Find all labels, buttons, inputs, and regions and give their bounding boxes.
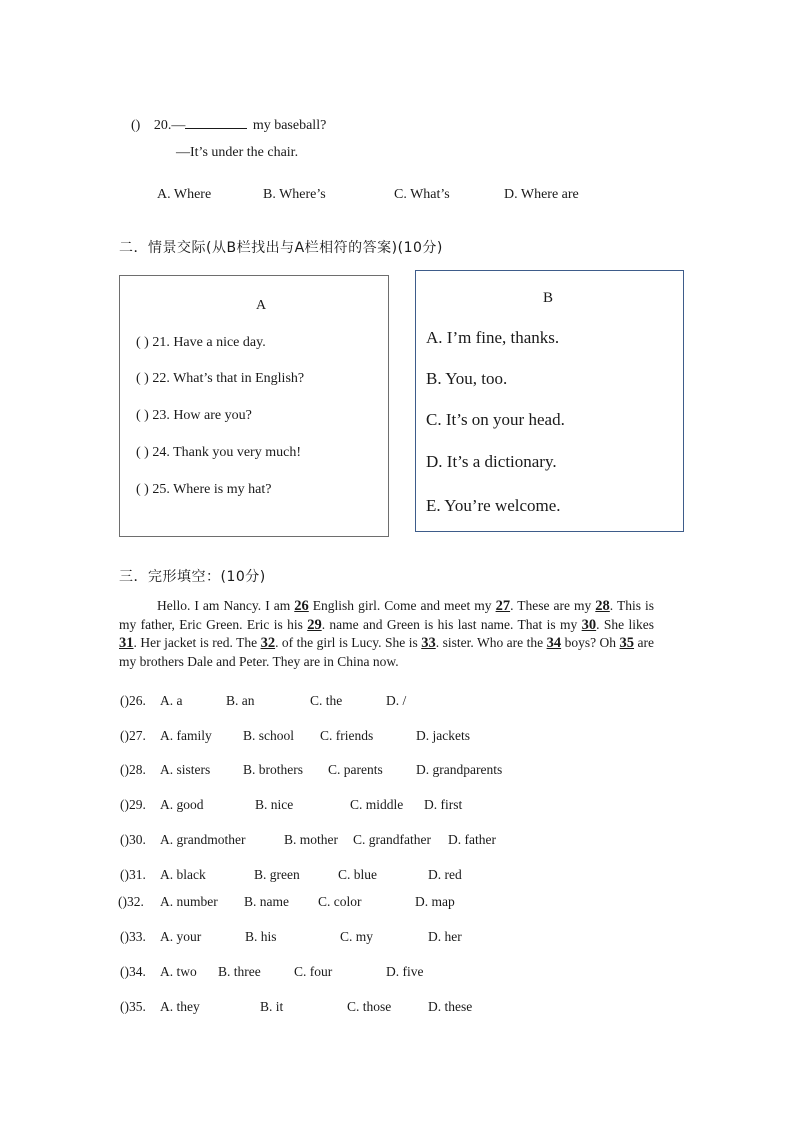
column-a-item: ( ) 24. Thank you very much!: [136, 445, 301, 460]
question-20: [131, 116, 326, 134]
passage-blank-26: 26: [294, 598, 309, 614]
option: C. four: [294, 964, 333, 979]
passage-text: . Her jacket is red. The: [133, 635, 261, 650]
column-b-title: B: [543, 290, 554, 306]
option: C. my: [340, 929, 374, 944]
question-suffix: my baseball?: [252, 118, 327, 133]
question-number: ()28.: [120, 762, 146, 777]
option: B. nice: [255, 797, 294, 812]
option: D. map: [415, 894, 455, 909]
column-b-item: E. You’re welcome.: [426, 496, 561, 515]
column-a-item: ( ) 22. What’s that in English?: [136, 371, 305, 386]
option: B. it: [260, 999, 284, 1014]
question-20-option: B. Where’s: [263, 187, 326, 202]
answer-paren: (): [131, 118, 141, 133]
option: D. grandparents: [416, 762, 503, 777]
option: D. father: [448, 832, 496, 847]
option: A. they: [160, 999, 200, 1014]
option: A. black: [160, 867, 206, 882]
section-3-heading: 三．完形填空：(10分): [119, 569, 266, 585]
passage-blank-35: 35: [619, 635, 635, 651]
option: A. your: [160, 929, 202, 944]
passage-blank-29: 29: [307, 616, 322, 633]
question-number: ()31.: [120, 867, 146, 882]
passage-text: . of the girl is Lucy. She is: [275, 635, 422, 650]
column-b-item: B. You, too.: [426, 369, 508, 388]
section-2-heading: 二．情景交际(从B栏找出与A栏相符的答案)(10分): [119, 240, 443, 256]
question-20-option: A. Where: [157, 187, 212, 202]
question-number: ()26.: [120, 693, 146, 708]
question-number: ()35.: [120, 999, 146, 1014]
question-number: ()30.: [120, 832, 146, 847]
passage-text: . These are my: [510, 598, 596, 613]
passage-blank-32: 32: [260, 635, 276, 651]
option: D. red: [428, 867, 462, 882]
option: C. color: [318, 894, 362, 909]
question-number: ()33.: [120, 929, 146, 944]
option: A. a: [160, 693, 183, 708]
cloze-passage: [119, 597, 654, 671]
passage-text: are my brothers Dale and Peter. They are in China now.: [119, 635, 654, 669]
option: C. parents: [328, 762, 383, 777]
option: D. these: [428, 999, 473, 1014]
question-number: ()34.: [120, 964, 146, 979]
passage-text: . She likes: [596, 616, 654, 632]
column-b-item: A. I’m fine, thanks.: [426, 328, 560, 347]
column-b-item: C. It’s on your head.: [426, 410, 565, 429]
option: A. two: [160, 964, 197, 979]
option: B. green: [254, 867, 300, 882]
question-20-option: D. Where are: [504, 187, 579, 202]
option: C. friends: [320, 728, 374, 743]
option: B. an: [226, 693, 255, 708]
column-a-item: ( ) 25. Where is my hat?: [136, 482, 272, 497]
option: B. mother: [284, 832, 338, 847]
column-a-box: [119, 275, 389, 537]
option: C. those: [347, 999, 392, 1014]
option: A. grandmother: [160, 832, 246, 847]
question-prefix: 20.—: [153, 118, 186, 133]
option: B. school: [243, 728, 295, 743]
passage-blank-31: 31: [119, 635, 134, 651]
passage-text: English girl. Come and meet my: [308, 598, 496, 613]
column-a-item: ( ) 23. How are you?: [136, 408, 252, 423]
question-number: ()27.: [120, 728, 146, 743]
option: C. middle: [350, 797, 404, 812]
option: D. /: [386, 693, 407, 708]
option: B. his: [245, 929, 277, 944]
option: D. first: [424, 797, 463, 812]
passage-blank-28: 28: [595, 598, 610, 614]
option: D. jackets: [416, 728, 470, 743]
option: D. her: [428, 929, 462, 944]
answer-blank: [185, 116, 247, 129]
question-20-answer-line: —It’s under the chair.: [176, 145, 299, 160]
question-number: ()32.: [118, 894, 144, 909]
option: C. the: [310, 693, 343, 708]
column-a-title: A: [256, 298, 267, 313]
question-number: ()29.: [120, 797, 146, 812]
passage-text: boys? Oh: [561, 635, 620, 650]
option: A. sisters: [160, 762, 211, 777]
option: B. brothers: [243, 762, 303, 777]
option: A. good: [160, 797, 204, 812]
passage-blank-30: 30: [581, 616, 597, 633]
column-b-box: [415, 270, 684, 532]
option: A. family: [160, 728, 212, 743]
option: B. name: [244, 894, 289, 909]
passage-text: Hello. I am Nancy. I am: [157, 598, 295, 613]
option: B. three: [218, 964, 261, 979]
option: C. grandfather: [353, 832, 431, 847]
column-b-item: D. It’s a dictionary.: [426, 452, 557, 471]
option: C. blue: [338, 867, 377, 882]
option: A. number: [160, 894, 218, 909]
passage-text: . sister. Who are the: [435, 635, 547, 650]
question-20-option: C. What’s: [394, 187, 450, 202]
passage-text: . This is my father, Eric Green. Eric is his: [119, 598, 654, 632]
passage-blank-33: 33: [421, 635, 436, 651]
passage-text: . name and Green is his last name. That is my: [321, 616, 582, 632]
option: D. five: [386, 964, 424, 979]
passage-blank-27: 27: [495, 598, 511, 614]
passage-blank-34: 34: [546, 635, 562, 651]
column-a-item: ( ) 21. Have a nice day.: [136, 335, 266, 350]
